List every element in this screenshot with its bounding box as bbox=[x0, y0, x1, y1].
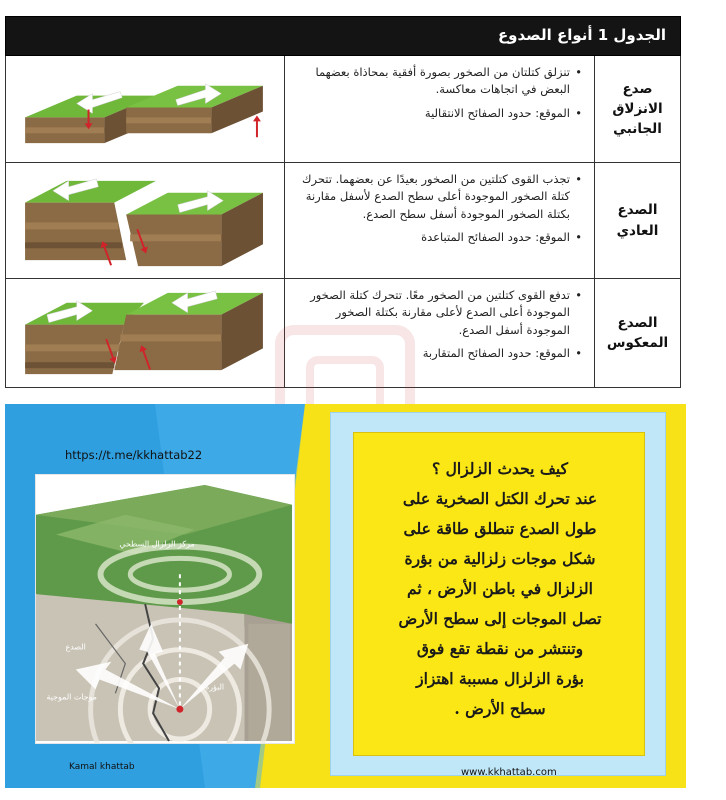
answer-line: عند تحرك الكتل الصخرية على bbox=[402, 489, 598, 508]
table-row-normal-fault bbox=[5, 163, 681, 279]
fault-name: الصدع المعكوس bbox=[594, 279, 680, 387]
table-row-reverse-fault bbox=[5, 279, 681, 388]
answer-line: شكل موجات زلزالية من بؤرة bbox=[404, 549, 596, 568]
epicenter-label: مركز الزلزال السطحي bbox=[119, 539, 195, 549]
table-title: الجدول 1 أنواع الصدوع bbox=[497, 26, 666, 44]
question-line: كيف يحدث الزلزال ؟ bbox=[432, 459, 568, 478]
table-header bbox=[5, 16, 681, 56]
waves-label: موجات الموجية bbox=[46, 692, 97, 702]
answer-line: الزلزال في باطن الأرض ، ثم bbox=[407, 579, 593, 598]
earthquake-block-diagram bbox=[35, 474, 295, 744]
answer-line: سطح الأرض . bbox=[454, 699, 546, 718]
telegram-link[interactable]: https://t.me/kkhattab22 bbox=[65, 448, 203, 462]
location-bullet: • الموقع: حدود الصفائح الانتقالية bbox=[295, 105, 582, 122]
fault-label: الصدع bbox=[65, 642, 86, 652]
fault-name: صدع الانزلاق الجانبي bbox=[594, 56, 680, 162]
fault-name: الصدع العادي bbox=[594, 163, 680, 278]
answer-line: وتنتشر من نقطة تقع فوق bbox=[416, 639, 584, 658]
location-bullet: • الموقع: حدود الصفائح المتقاربة bbox=[295, 345, 582, 362]
earthquake-explanation bbox=[365, 454, 635, 724]
fault-description bbox=[284, 163, 594, 278]
fault-description bbox=[284, 56, 594, 162]
reverse-fault-illustration bbox=[6, 279, 286, 387]
table-row-strike-slip bbox=[5, 56, 681, 163]
normal-fault-illustration bbox=[6, 163, 286, 278]
earthquake-banner bbox=[5, 404, 686, 788]
answer-line: طول الصدع تنطلق طاقة على bbox=[403, 519, 597, 538]
focus-label: البؤرة bbox=[205, 682, 225, 692]
answer-line: تصل الموجات إلى سطح الأرض bbox=[398, 609, 602, 628]
description-bullet: • تدفع القوى كتلتين من الصخور معًا. تتحرك كتلة الصخور الموجودة أعلى الصدع لأعلى مقارنة بكتلة الصخور الموجودة أسفل الصدع. bbox=[295, 287, 582, 339]
website-link[interactable]: www.kkhattab.com bbox=[461, 767, 557, 778]
strike-slip-fault-illustration bbox=[6, 56, 286, 162]
description-bullet: • تجذب القوى كتلتين من الصخور بعيدًا عن بعضهما. تتحرك كتلة الصخور الموجودة أعلى سطح الصدع لأسفل مقارنة بكتلة الصخور الموجودة أسفل سطح الصدع. bbox=[295, 171, 582, 223]
answer-line: بؤرة الزلزال مسببة اهتزاز bbox=[416, 669, 584, 688]
description-bullet: • تنزلق كتلتان من الصخور بصورة أفقية بمحاذاة بعضهما البعض في اتجاهات معاكسة. bbox=[295, 64, 582, 99]
location-bullet: • الموقع: حدود الصفائح المتباعدة bbox=[295, 229, 582, 246]
fault-types-table bbox=[5, 6, 681, 388]
fault-description bbox=[284, 279, 594, 387]
author-credit: Kamal khattab bbox=[69, 762, 135, 772]
